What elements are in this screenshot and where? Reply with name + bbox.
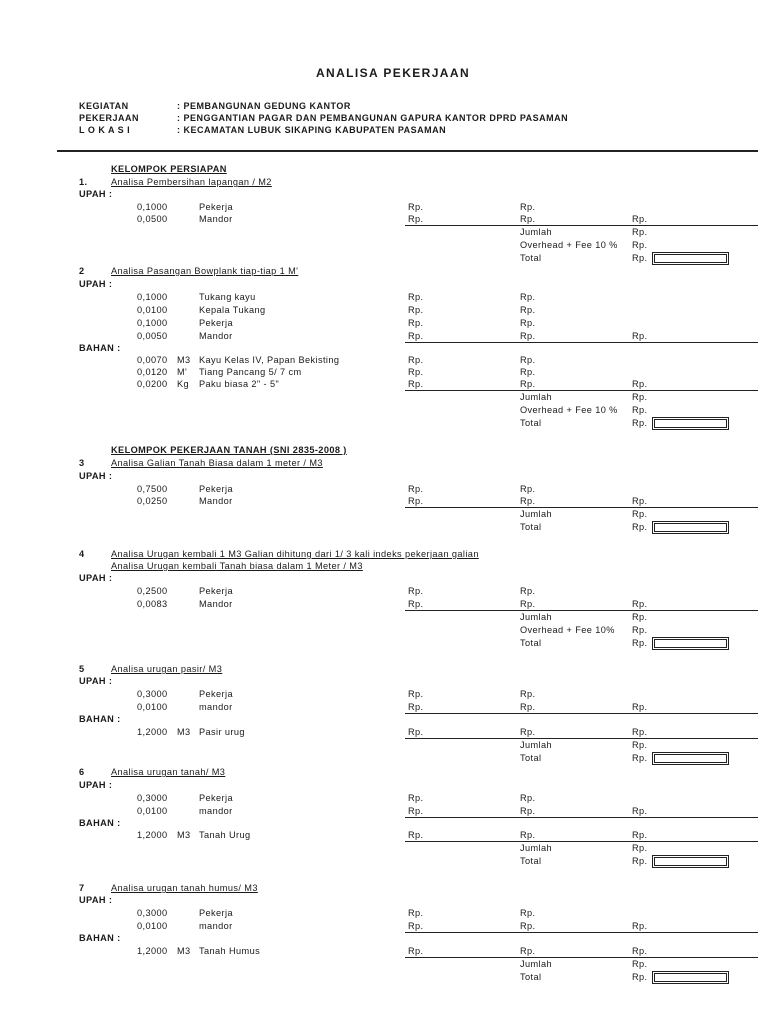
currency-label: Rp. xyxy=(632,392,648,402)
coefficient: 0,0100 xyxy=(137,305,168,315)
coefficient: 0,1000 xyxy=(137,292,168,302)
currency-label: Rp. xyxy=(520,367,536,377)
currency-label: Rp. xyxy=(408,921,424,931)
currency-label: Rp. xyxy=(408,599,424,609)
coefficient: 0,0100 xyxy=(137,702,168,712)
total-label: Total xyxy=(520,638,542,648)
coefficient: 0,0250 xyxy=(137,496,168,506)
resource-name: Mandor xyxy=(199,331,233,341)
currency-label: Rp. xyxy=(632,843,648,853)
jumlah-label: Jumlah xyxy=(520,843,553,853)
total-label: Total xyxy=(520,972,542,982)
currency-label: Rp. xyxy=(632,625,648,635)
header-label-kegiatan: KEGIATAN xyxy=(79,101,129,111)
item-title: Analisa Pembersihan lapangan / M2 xyxy=(111,177,272,187)
item-title: Analisa Urugan kembali 1 M3 Galian dihitung dari 1/ 3 kali indeks pekerjaan galian xyxy=(111,549,479,559)
currency-label: Rp. xyxy=(632,405,648,415)
currency-label: Rp. xyxy=(632,753,648,763)
resource-name: mandor xyxy=(199,702,233,712)
material-name: Kayu Kelas IV, Papan Bekisting xyxy=(199,355,340,365)
header-label-lokasi: L O K A S I xyxy=(79,125,131,135)
resource-name: Kepala Tukang xyxy=(199,305,266,315)
total-value-box xyxy=(652,417,729,430)
item-number: 5 xyxy=(79,664,85,674)
total-value-box xyxy=(652,521,729,534)
resource-name: Pekerja xyxy=(199,484,233,494)
currency-label: Rp. xyxy=(408,496,424,506)
item-title: Analisa Galian Tanah Biasa dalam 1 meter / M3 xyxy=(111,458,323,468)
coefficient: 0,0100 xyxy=(137,921,168,931)
header-label-pekerjaan: PEKERJAAN xyxy=(79,113,140,123)
coefficient: 0,0070 xyxy=(137,355,168,365)
total-value-box xyxy=(652,637,729,650)
currency-label: Rp. xyxy=(632,946,648,956)
currency-label: Rp. xyxy=(632,959,648,969)
underline-rule xyxy=(405,841,758,842)
currency-label: Rp. xyxy=(520,702,536,712)
total-label: Total xyxy=(520,418,542,428)
currency-label: Rp. xyxy=(408,806,424,816)
currency-label: Rp. xyxy=(408,318,424,328)
currency-label: Rp. xyxy=(520,946,536,956)
currency-label: Rp. xyxy=(408,214,424,224)
coefficient: 0,3000 xyxy=(137,689,168,699)
underline-rule xyxy=(405,957,758,958)
total-label: Total xyxy=(520,753,542,763)
currency-label: Rp. xyxy=(632,856,648,866)
underline-rule xyxy=(405,817,758,818)
resource-name: mandor xyxy=(199,921,233,931)
underline-rule xyxy=(405,390,758,391)
currency-label: Rp. xyxy=(632,638,648,648)
currency-label: Rp. xyxy=(632,496,648,506)
jumlah-label: Jumlah xyxy=(520,612,553,622)
total-value-box xyxy=(652,855,729,868)
item-title: Analisa urugan tanah humus/ M3 xyxy=(111,883,258,893)
jumlah-label: Jumlah xyxy=(520,509,553,519)
resource-name: Tukang kayu xyxy=(199,292,256,302)
resource-name: Pekerja xyxy=(199,689,233,699)
coefficient: 0,0200 xyxy=(137,379,168,389)
currency-label: Rp. xyxy=(520,331,536,341)
currency-label: Rp. xyxy=(632,227,648,237)
item-title: Analisa urugan pasir/ M3 xyxy=(111,664,223,674)
upah-label: UPAH : xyxy=(79,895,113,905)
coefficient: 1,2000 xyxy=(137,946,168,956)
underline-rule xyxy=(405,610,758,611)
item-number: 7 xyxy=(79,883,85,893)
upah-label: UPAH : xyxy=(79,471,113,481)
total-value-box xyxy=(652,252,729,265)
currency-label: Rp. xyxy=(520,921,536,931)
group-heading: KELOMPOK PEKERJAAN TANAH (SNI 2835-2008 ) xyxy=(111,445,347,455)
currency-label: Rp. xyxy=(408,292,424,302)
material-name: Pasir urug xyxy=(199,727,245,737)
resource-name: Pekerja xyxy=(199,202,233,212)
resource-name: Pekerja xyxy=(199,586,233,596)
group-heading: KELOMPOK PERSIAPAN xyxy=(111,164,227,174)
currency-label: Rp. xyxy=(408,689,424,699)
item-number: 6 xyxy=(79,767,85,777)
currency-label: Rp. xyxy=(632,253,648,263)
currency-label: Rp. xyxy=(408,331,424,341)
total-value-box xyxy=(652,971,729,984)
coefficient: 0,2500 xyxy=(137,586,168,596)
currency-label: Rp. xyxy=(408,830,424,840)
currency-label: Rp. xyxy=(408,379,424,389)
upah-label: UPAH : xyxy=(79,573,113,583)
currency-label: Rp. xyxy=(408,355,424,365)
coefficient: 0,3000 xyxy=(137,793,168,803)
currency-label: Rp. xyxy=(408,202,424,212)
currency-label: Rp. xyxy=(408,702,424,712)
currency-label: Rp. xyxy=(632,806,648,816)
header-value-kegiatan: : PEMBANGUNAN GEDUNG KANTOR xyxy=(177,101,351,111)
unit: M3 xyxy=(177,830,191,840)
currency-label: Rp. xyxy=(632,331,648,341)
item-number: 3 xyxy=(79,458,85,468)
total-label: Total xyxy=(520,522,542,532)
resource-name: Mandor xyxy=(199,496,233,506)
bahan-label: BAHAN : xyxy=(79,933,121,943)
currency-label: Rp. xyxy=(632,921,648,931)
currency-label: Rp. xyxy=(632,379,648,389)
item-number: 2 xyxy=(79,266,85,276)
underline-rule xyxy=(405,738,758,739)
currency-label: Rp. xyxy=(520,689,536,699)
unit: M3 xyxy=(177,946,191,956)
currency-label: Rp. xyxy=(632,240,648,250)
jumlah-label: Jumlah xyxy=(520,740,553,750)
coefficient: 1,2000 xyxy=(137,830,168,840)
coefficient: 0,7500 xyxy=(137,484,168,494)
currency-label: Rp. xyxy=(632,522,648,532)
unit: M' xyxy=(177,367,188,377)
currency-label: Rp. xyxy=(520,355,536,365)
document-title: ANALISA PEKERJAAN xyxy=(315,66,471,80)
currency-label: Rp. xyxy=(520,214,536,224)
currency-label: Rp. xyxy=(520,305,536,315)
unit: M3 xyxy=(177,727,191,737)
currency-label: Rp. xyxy=(408,367,424,377)
resource-name: Pekerja xyxy=(199,318,233,328)
bahan-label: BAHAN : xyxy=(79,714,121,724)
currency-label: Rp. xyxy=(408,908,424,918)
currency-label: Rp. xyxy=(408,793,424,803)
material-name: Paku biasa 2" - 5" xyxy=(199,379,280,389)
header-value-lokasi: : KECAMATAN LUBUK SIKAPING KABUPATEN PASAMAN xyxy=(177,125,447,135)
currency-label: Rp. xyxy=(408,727,424,737)
bahan-label: BAHAN : xyxy=(79,343,121,353)
currency-label: Rp. xyxy=(520,202,536,212)
currency-label: Rp. xyxy=(632,509,648,519)
coefficient: 0,0500 xyxy=(137,214,168,224)
currency-label: Rp. xyxy=(632,599,648,609)
jumlah-label: Jumlah xyxy=(520,392,553,402)
coefficient: 0,0050 xyxy=(137,331,168,341)
currency-label: Rp. xyxy=(520,586,536,596)
coefficient: 0,3000 xyxy=(137,908,168,918)
coefficient: 0,1000 xyxy=(137,202,168,212)
currency-label: Rp. xyxy=(632,727,648,737)
upah-label: UPAH : xyxy=(79,676,113,686)
total-label: Total xyxy=(520,253,542,263)
currency-label: Rp. xyxy=(408,586,424,596)
overhead-label: Overhead + Fee 10 % xyxy=(520,240,618,250)
unit: M3 xyxy=(177,355,191,365)
currency-label: Rp. xyxy=(520,830,536,840)
currency-label: Rp. xyxy=(520,599,536,609)
item-subtitle: Analisa Urugan kembali Tanah biasa dalam 1 Meter / M3 xyxy=(111,561,363,571)
currency-label: Rp. xyxy=(520,908,536,918)
currency-label: Rp. xyxy=(408,484,424,494)
currency-label: Rp. xyxy=(632,214,648,224)
currency-label: Rp. xyxy=(632,740,648,750)
resource-name: Pekerja xyxy=(199,908,233,918)
resource-name: Mandor xyxy=(199,599,233,609)
currency-label: Rp. xyxy=(632,702,648,712)
currency-label: Rp. xyxy=(632,830,648,840)
header-divider xyxy=(57,150,758,152)
resource-name: mandor xyxy=(199,806,233,816)
currency-label: Rp. xyxy=(632,972,648,982)
item-title: Analisa urugan tanah/ M3 xyxy=(111,767,226,777)
total-label: Total xyxy=(520,856,542,866)
item-number: 1. xyxy=(79,177,88,187)
underline-rule xyxy=(405,932,758,933)
bahan-label: BAHAN : xyxy=(79,818,121,828)
resource-name: Pekerja xyxy=(199,793,233,803)
coefficient: 0,0120 xyxy=(137,367,168,377)
coefficient: 1,2000 xyxy=(137,727,168,737)
underline-rule xyxy=(405,713,758,714)
underline-rule xyxy=(405,342,758,343)
overhead-label: Overhead + Fee 10% xyxy=(520,625,615,635)
currency-label: Rp. xyxy=(520,318,536,328)
currency-label: Rp. xyxy=(520,496,536,506)
currency-label: Rp. xyxy=(520,484,536,494)
unit: Kg xyxy=(177,379,190,389)
coefficient: 0,0100 xyxy=(137,806,168,816)
item-number: 4 xyxy=(79,549,85,559)
currency-label: Rp. xyxy=(408,305,424,315)
item-title: Analisa Pasangan Bowplank tiap-tiap 1 M' xyxy=(111,266,299,276)
upah-label: UPAH : xyxy=(79,189,113,199)
upah-label: UPAH : xyxy=(79,279,113,289)
currency-label: Rp. xyxy=(520,379,536,389)
underline-rule xyxy=(405,225,758,226)
jumlah-label: Jumlah xyxy=(520,959,553,969)
overhead-label: Overhead + Fee 10 % xyxy=(520,405,618,415)
material-name: Tanah Urug xyxy=(199,830,251,840)
jumlah-label: Jumlah xyxy=(520,227,553,237)
currency-label: Rp. xyxy=(408,946,424,956)
coefficient: 0,0083 xyxy=(137,599,168,609)
total-value-box xyxy=(652,752,729,765)
currency-label: Rp. xyxy=(632,418,648,428)
header-value-pekerjaan: : PENGGANTIAN PAGAR DAN PEMBANGUNAN GAPURA KANTOR DPRD PASAMAN xyxy=(177,113,569,123)
currency-label: Rp. xyxy=(520,793,536,803)
material-name: Tiang Pancang 5/ 7 cm xyxy=(199,367,302,377)
material-name: Tanah Humus xyxy=(199,946,261,956)
upah-label: UPAH : xyxy=(79,780,113,790)
resource-name: Mandor xyxy=(199,214,233,224)
currency-label: Rp. xyxy=(520,292,536,302)
currency-label: Rp. xyxy=(632,612,648,622)
currency-label: Rp. xyxy=(520,727,536,737)
coefficient: 0,1000 xyxy=(137,318,168,328)
currency-label: Rp. xyxy=(520,806,536,816)
underline-rule xyxy=(405,507,758,508)
